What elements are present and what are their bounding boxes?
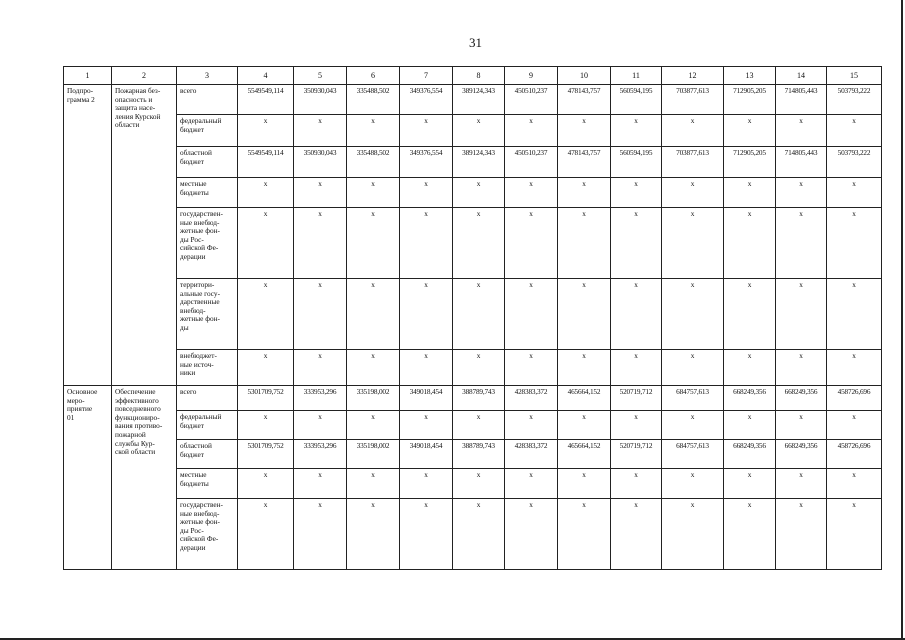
column-header: 4: [238, 67, 294, 85]
table-row: [64, 85, 882, 115]
amount-cell: x: [347, 350, 400, 386]
amount-cell: x: [558, 469, 611, 499]
amount-cell: 335198,002: [347, 386, 400, 411]
funding-source: местные бюджеты: [177, 178, 238, 208]
amount-cell: x: [453, 208, 505, 279]
amount-cell: x: [400, 499, 453, 570]
table-row: [64, 208, 882, 279]
program-name: Обеспечение эффективного повседневного функциониро- вания противо- пожарной службы Кур- ской области: [112, 386, 177, 570]
amount-cell: x: [724, 279, 776, 350]
amount-cell: 349018,454: [400, 386, 453, 411]
amount-cell: x: [453, 115, 505, 147]
amount-cell: x: [238, 469, 294, 499]
amount-cell: x: [400, 411, 453, 440]
table-row: [64, 469, 882, 499]
column-header: 15: [827, 67, 882, 85]
column-header: 6: [347, 67, 400, 85]
table-row: [64, 386, 882, 411]
amount-cell: x: [611, 178, 662, 208]
amount-cell: x: [662, 469, 724, 499]
amount-cell: x: [776, 208, 827, 279]
amount-cell: x: [611, 411, 662, 440]
budget-table: [63, 66, 882, 570]
column-header: 10: [558, 67, 611, 85]
amount-cell: x: [453, 499, 505, 570]
amount-cell: 478143,757: [558, 147, 611, 178]
amount-cell: x: [505, 350, 558, 386]
amount-cell: x: [347, 178, 400, 208]
table-row: [64, 178, 882, 208]
amount-cell: 560594,195: [611, 147, 662, 178]
program-name: Пожарная без- опасность и защита насе- ления Курской области: [112, 85, 177, 386]
amount-cell: x: [662, 208, 724, 279]
amount-cell: 5549549,114: [238, 147, 294, 178]
amount-cell: x: [238, 178, 294, 208]
amount-cell: x: [400, 469, 453, 499]
table-row: [64, 279, 882, 350]
amount-cell: 520719,712: [611, 386, 662, 411]
amount-cell: x: [453, 279, 505, 350]
amount-cell: 388789,743: [453, 386, 505, 411]
amount-cell: x: [558, 208, 611, 279]
amount-cell: 668249,356: [724, 386, 776, 411]
amount-cell: x: [776, 178, 827, 208]
amount-cell: 428383,372: [505, 386, 558, 411]
amount-cell: x: [776, 411, 827, 440]
amount-cell: x: [505, 499, 558, 570]
amount-cell: 478143,757: [558, 85, 611, 115]
amount-cell: 428383,372: [505, 440, 558, 469]
amount-cell: x: [662, 115, 724, 147]
amount-cell: x: [827, 279, 882, 350]
amount-cell: x: [400, 279, 453, 350]
amount-cell: 714805,443: [776, 147, 827, 178]
amount-cell: x: [238, 279, 294, 350]
amount-cell: x: [724, 411, 776, 440]
amount-cell: x: [611, 499, 662, 570]
amount-cell: x: [611, 350, 662, 386]
amount-cell: 450510,237: [505, 147, 558, 178]
amount-cell: x: [827, 178, 882, 208]
amount-cell: x: [347, 411, 400, 440]
amount-cell: x: [662, 411, 724, 440]
column-header: 1: [64, 67, 112, 85]
amount-cell: x: [505, 178, 558, 208]
column-header: 2: [112, 67, 177, 85]
amount-cell: x: [662, 350, 724, 386]
amount-cell: x: [611, 279, 662, 350]
amount-cell: x: [558, 115, 611, 147]
amount-cell: 668249,356: [776, 386, 827, 411]
amount-cell: x: [294, 350, 347, 386]
amount-cell: 703877,613: [662, 147, 724, 178]
amount-cell: x: [238, 115, 294, 147]
funding-source: федеральный бюджет: [177, 115, 238, 147]
amount-cell: x: [238, 208, 294, 279]
page-number: 31: [469, 35, 482, 50]
amount-cell: 684757,613: [662, 386, 724, 411]
amount-cell: 712905,205: [724, 147, 776, 178]
amount-cell: x: [558, 350, 611, 386]
amount-cell: x: [453, 469, 505, 499]
amount-cell: 5549549,114: [238, 85, 294, 115]
amount-cell: x: [400, 208, 453, 279]
amount-cell: 503793,222: [827, 147, 882, 178]
amount-cell: 503793,222: [827, 85, 882, 115]
amount-cell: x: [400, 350, 453, 386]
amount-cell: x: [294, 178, 347, 208]
amount-cell: x: [611, 469, 662, 499]
funding-source: территори- альные госу- дарственные внебюд- жетные фон- ды: [177, 279, 238, 350]
funding-source: местные бюджеты: [177, 469, 238, 499]
column-header: 9: [505, 67, 558, 85]
table-row: [64, 411, 882, 440]
funding-source: государствен- ные внебюд- жетные фон- ды Рос- сийской Фе- дерации: [177, 499, 238, 570]
amount-cell: x: [294, 208, 347, 279]
table-row: [64, 147, 882, 178]
amount-cell: 5301709,752: [238, 440, 294, 469]
amount-cell: x: [827, 499, 882, 570]
amount-cell: x: [505, 115, 558, 147]
amount-cell: x: [505, 208, 558, 279]
amount-cell: x: [827, 469, 882, 499]
amount-cell: x: [453, 411, 505, 440]
funding-source: всего: [177, 386, 238, 411]
column-header: 14: [776, 67, 827, 85]
amount-cell: x: [347, 469, 400, 499]
table-row: [64, 499, 882, 570]
amount-cell: x: [662, 279, 724, 350]
amount-cell: 560594,195: [611, 85, 662, 115]
amount-cell: x: [827, 350, 882, 386]
amount-cell: x: [400, 115, 453, 147]
amount-cell: x: [558, 178, 611, 208]
amount-cell: x: [558, 411, 611, 440]
amount-cell: x: [238, 411, 294, 440]
amount-cell: 450510,237: [505, 85, 558, 115]
amount-cell: 349018,454: [400, 440, 453, 469]
funding-source: государствен- ные внебюд- жетные фон- ды Рос- сийской Фе- дерации: [177, 208, 238, 279]
column-header: 8: [453, 67, 505, 85]
amount-cell: 335488,502: [347, 147, 400, 178]
amount-cell: 520719,712: [611, 440, 662, 469]
amount-cell: x: [827, 208, 882, 279]
amount-cell: x: [294, 411, 347, 440]
amount-cell: 465664,152: [558, 386, 611, 411]
amount-cell: x: [558, 279, 611, 350]
amount-cell: x: [558, 499, 611, 570]
amount-cell: x: [347, 115, 400, 147]
amount-cell: x: [724, 178, 776, 208]
page-edge-right: [901, 0, 903, 640]
amount-cell: x: [294, 499, 347, 570]
program-code: Подпро- грамма 2: [64, 85, 112, 386]
amount-cell: x: [453, 178, 505, 208]
amount-cell: x: [611, 115, 662, 147]
column-header: 3: [177, 67, 238, 85]
amount-cell: x: [776, 469, 827, 499]
amount-cell: 333953,296: [294, 386, 347, 411]
amount-cell: 668249,356: [724, 440, 776, 469]
amount-cell: 349376,554: [400, 85, 453, 115]
table-row: [64, 115, 882, 147]
amount-cell: x: [294, 469, 347, 499]
amount-cell: 465664,152: [558, 440, 611, 469]
amount-cell: x: [505, 469, 558, 499]
column-header: 11: [611, 67, 662, 85]
amount-cell: 349376,554: [400, 147, 453, 178]
table-row: [64, 350, 882, 386]
amount-cell: x: [776, 115, 827, 147]
amount-cell: x: [505, 279, 558, 350]
amount-cell: x: [724, 499, 776, 570]
funding-source: областной бюджет: [177, 147, 238, 178]
amount-cell: x: [776, 279, 827, 350]
amount-cell: x: [724, 469, 776, 499]
amount-cell: x: [724, 350, 776, 386]
column-header: 12: [662, 67, 724, 85]
table-row: [64, 440, 882, 469]
column-header: 5: [294, 67, 347, 85]
amount-cell: x: [347, 279, 400, 350]
amount-cell: 388789,743: [453, 440, 505, 469]
amount-cell: x: [776, 350, 827, 386]
funding-source: внебюджет- ные источ- ники: [177, 350, 238, 386]
amount-cell: 668249,356: [776, 440, 827, 469]
amount-cell: x: [238, 499, 294, 570]
amount-cell: x: [662, 499, 724, 570]
funding-source: всего: [177, 85, 238, 115]
amount-cell: x: [662, 178, 724, 208]
funding-source: областной бюджет: [177, 440, 238, 469]
amount-cell: 389124,343: [453, 85, 505, 115]
amount-cell: x: [400, 178, 453, 208]
funding-source: федеральный бюджет: [177, 411, 238, 440]
amount-cell: x: [294, 279, 347, 350]
amount-cell: 458726,696: [827, 386, 882, 411]
amount-cell: x: [827, 115, 882, 147]
column-header: 13: [724, 67, 776, 85]
amount-cell: x: [827, 411, 882, 440]
amount-cell: x: [724, 115, 776, 147]
amount-cell: 684757,613: [662, 440, 724, 469]
amount-cell: 335488,502: [347, 85, 400, 115]
amount-cell: 350930,043: [294, 147, 347, 178]
amount-cell: 350930,043: [294, 85, 347, 115]
amount-cell: x: [238, 350, 294, 386]
amount-cell: 335198,002: [347, 440, 400, 469]
amount-cell: x: [776, 499, 827, 570]
column-header: 7: [400, 67, 453, 85]
amount-cell: 458726,696: [827, 440, 882, 469]
amount-cell: x: [505, 411, 558, 440]
amount-cell: x: [347, 499, 400, 570]
amount-cell: 712905,205: [724, 85, 776, 115]
amount-cell: x: [347, 208, 400, 279]
amount-cell: 389124,343: [453, 147, 505, 178]
amount-cell: 714805,443: [776, 85, 827, 115]
amount-cell: 333953,296: [294, 440, 347, 469]
amount-cell: x: [294, 115, 347, 147]
amount-cell: 703877,613: [662, 85, 724, 115]
amount-cell: x: [724, 208, 776, 279]
amount-cell: x: [453, 350, 505, 386]
header-row: [64, 67, 882, 85]
amount-cell: x: [611, 208, 662, 279]
amount-cell: 5301709,752: [238, 386, 294, 411]
program-code: Основное меро- приятие 01: [64, 386, 112, 570]
